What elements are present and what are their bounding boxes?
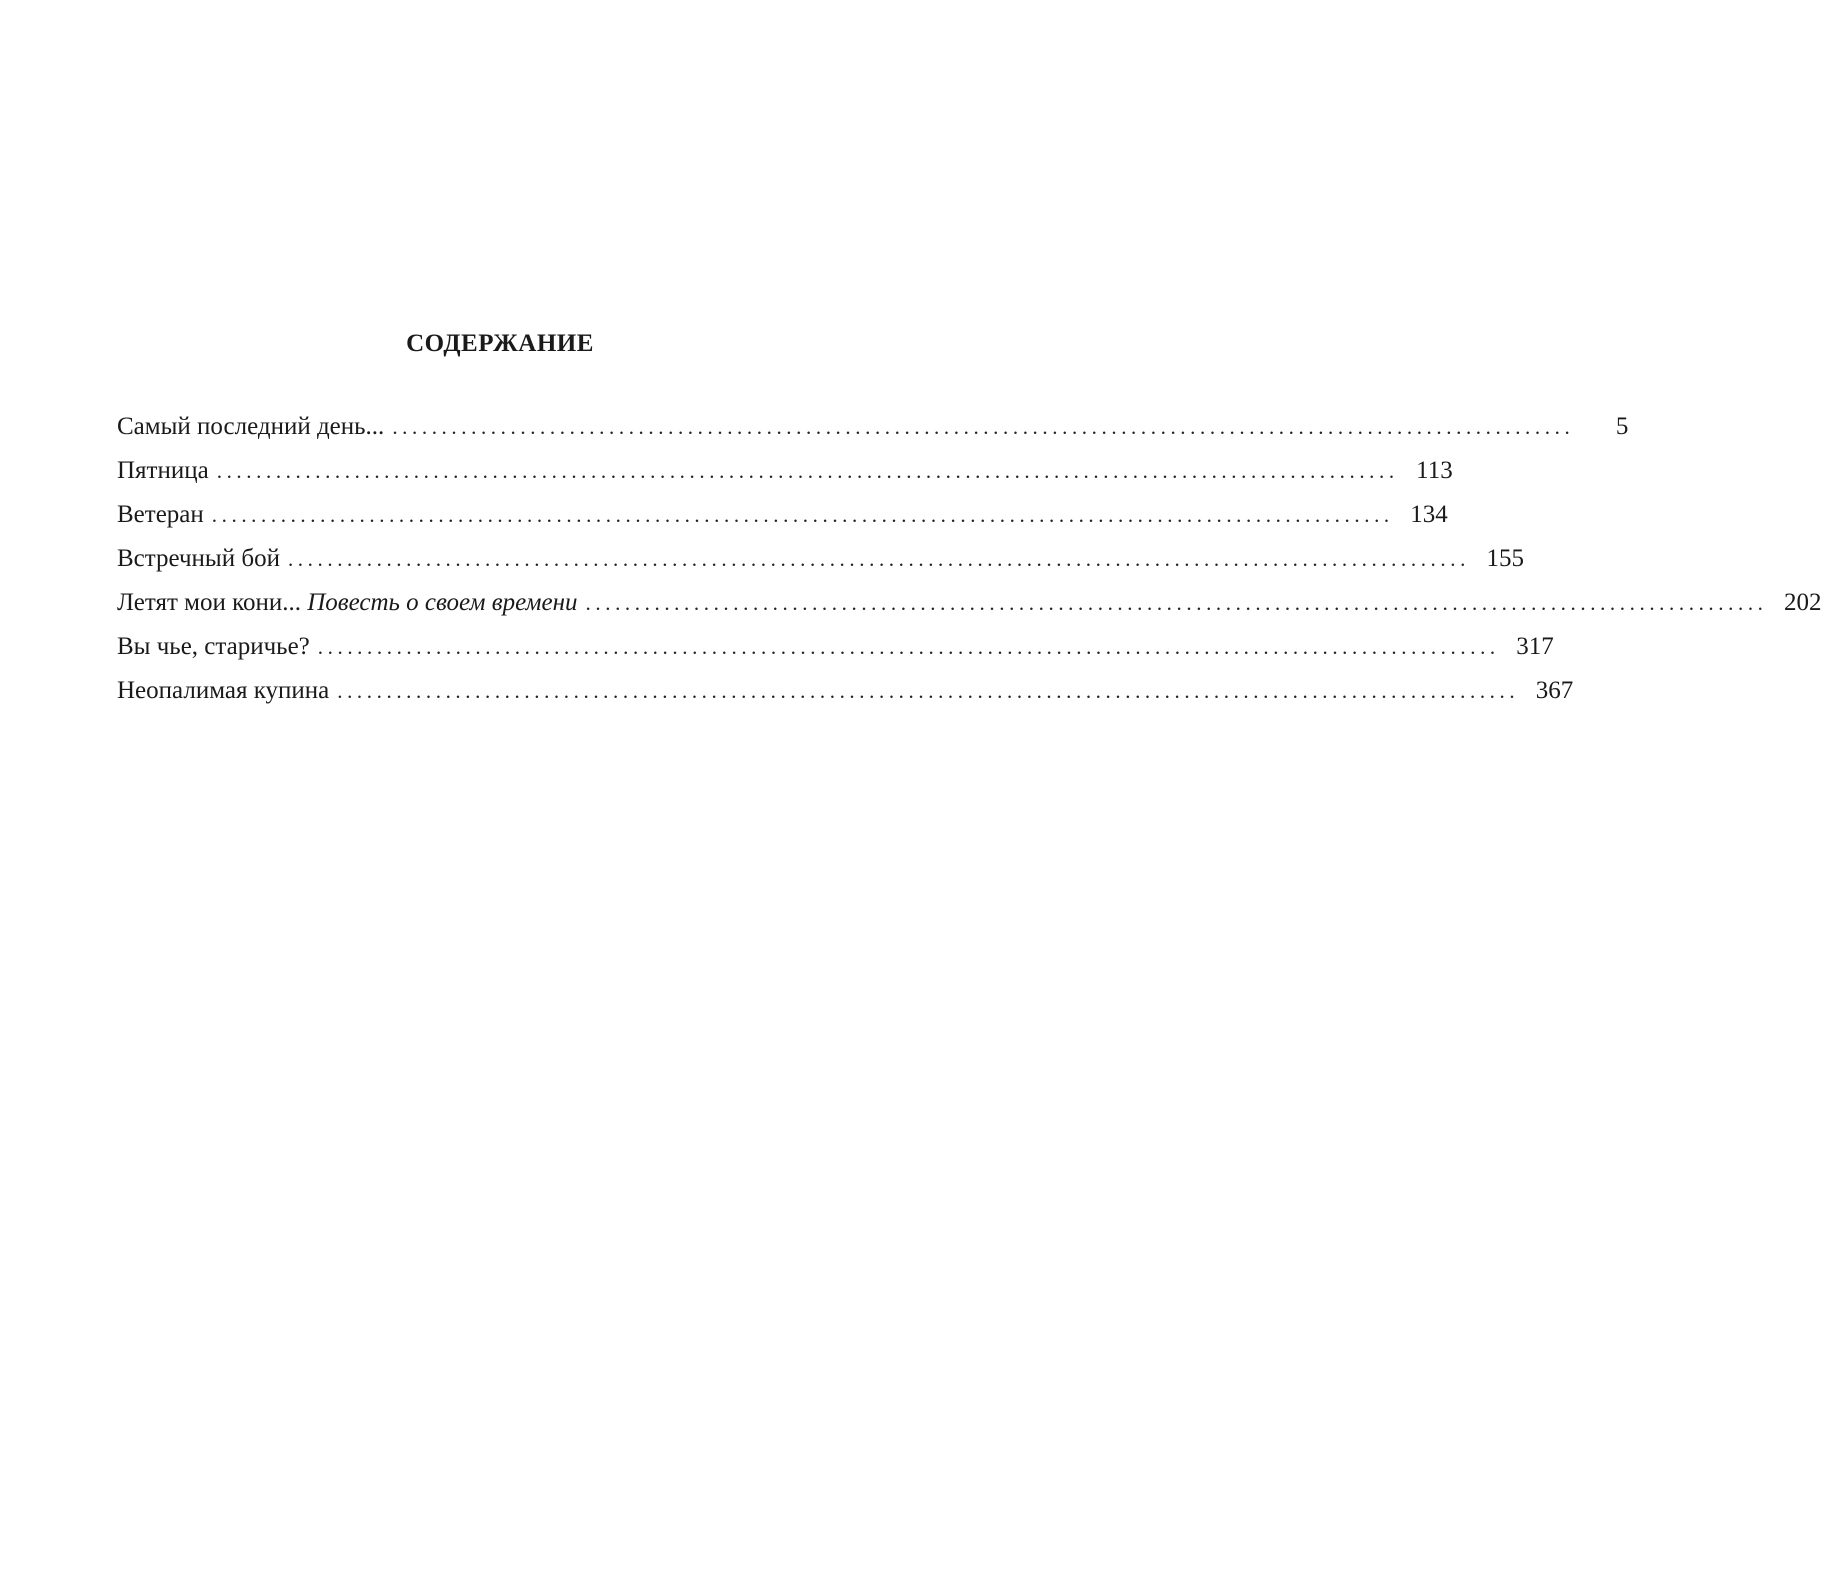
toc-entry xyxy=(117,625,1554,669)
dot-leader: ........................................................................................................................ xyxy=(317,635,1500,659)
toc-entry xyxy=(117,669,1574,713)
page-number: 113 xyxy=(1416,457,1453,484)
dot-leader: ........................................................................................................................ xyxy=(211,503,1394,527)
entry-title: Пятница xyxy=(117,457,209,484)
entry-title: Летят мои кони... Повесть о своем времени xyxy=(117,589,578,616)
entry-title: Вы чье, старичье? xyxy=(117,633,310,660)
entry-title: Ветеран xyxy=(117,501,204,528)
page-number: 202 xyxy=(1784,589,1822,616)
toc-entry xyxy=(117,493,1448,537)
entry-subtitle: Повесть о своем времени xyxy=(307,589,578,616)
toc-entry xyxy=(117,405,1629,449)
toc-entry xyxy=(117,581,1822,625)
page-number: 317 xyxy=(1516,633,1554,660)
dot-leader: ........................................................................................................................ xyxy=(337,679,1520,703)
toc-heading: СОДЕРЖАНИЕ xyxy=(406,330,594,357)
page-number: 367 xyxy=(1535,677,1574,704)
entry-title: Встречный бой xyxy=(117,545,280,572)
entry-title: Неопалимая купина xyxy=(117,677,330,704)
toc-entry xyxy=(117,537,1524,581)
dot-leader: ........................................................................................................................ xyxy=(216,459,1399,483)
page-number: 155 xyxy=(1486,545,1524,572)
dot-leader: ........................................................................................................................ xyxy=(287,547,1470,571)
entry-title: Самый последний день... xyxy=(117,413,385,440)
page-number: 5 xyxy=(1615,413,1629,440)
dot-leader: ........................................................................................................................ xyxy=(392,415,1575,439)
toc-entry xyxy=(117,449,1453,493)
dot-leader: ........................................................................................................................ xyxy=(585,591,1768,615)
page-number: 134 xyxy=(1410,501,1448,528)
table-of-contents xyxy=(117,405,1822,713)
